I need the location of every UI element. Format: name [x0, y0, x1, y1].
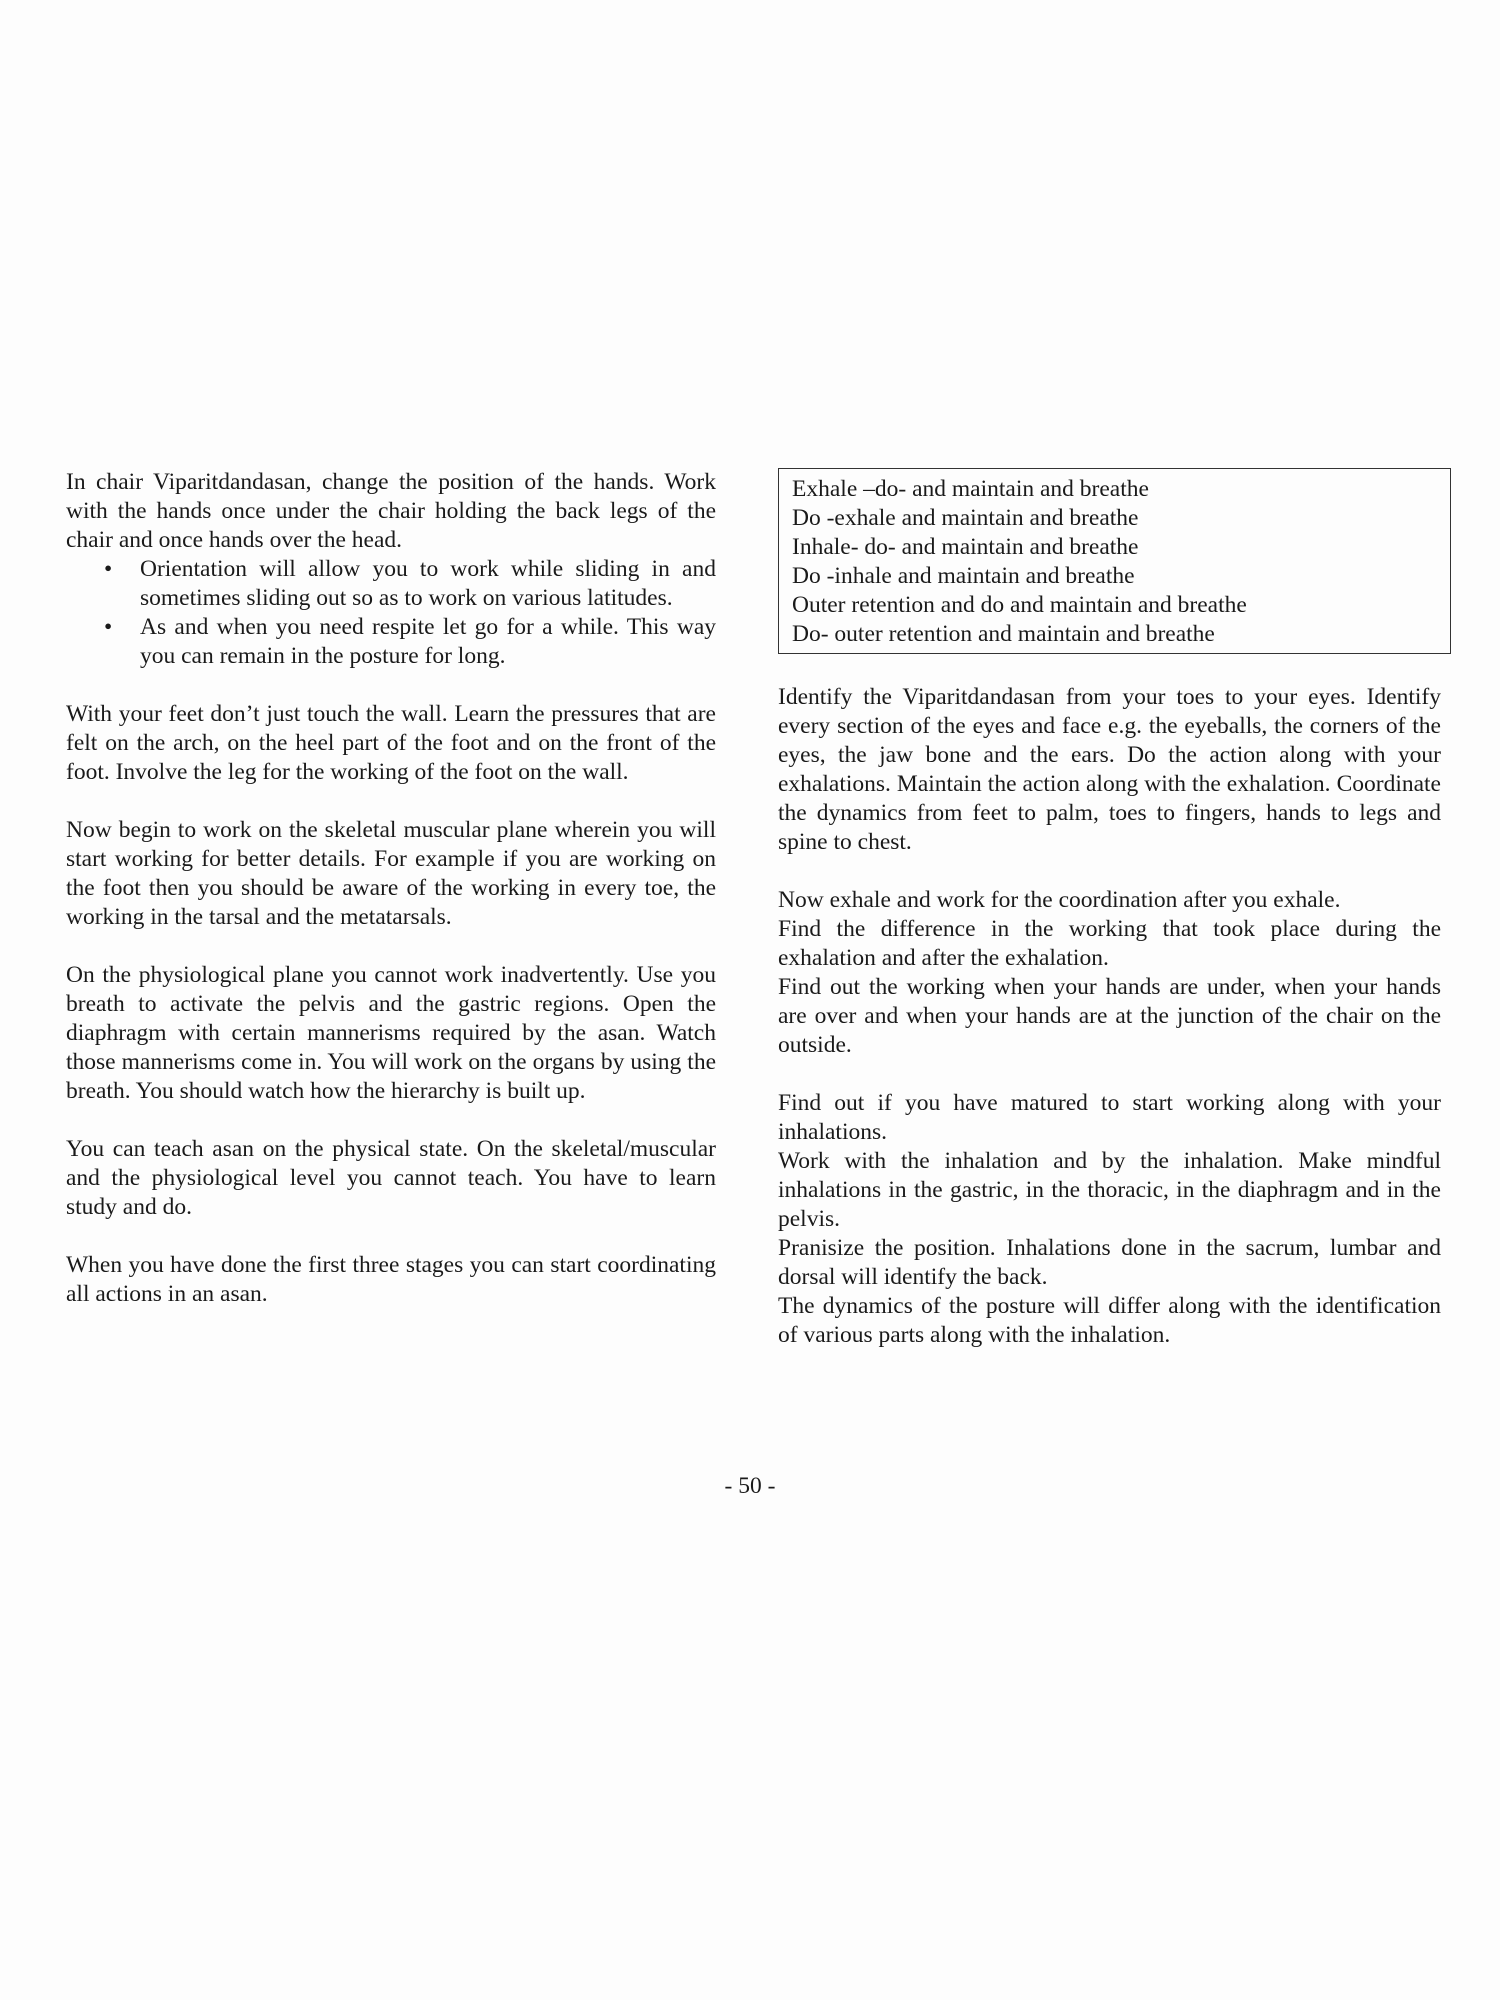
- paragraph: Pranisize the position. Inhalations done in the sacrum, lumbar and dorsal will identify the back.: [778, 1235, 1441, 1290]
- box-line: Inhale- do- and maintain and breathe: [792, 534, 1139, 560]
- paragraph: You can teach asan on the physical state. On the skeletal/muscular and the physiological level you cannot teach. You have to learn study and do.: [66, 1136, 716, 1220]
- paragraph: Identify the Viparitdandasan from your toes to your eyes. Identify every section of the eyes and face e.g. the eyeballs, the corners of the eyes, the jaw bone and the ears. Do the action along with your exhalations. Maintain the action along with the exhalation. Coordinate the dynamics from feet to palm, toes to fingers, hands to legs and spine to chest.: [778, 684, 1441, 855]
- page-number: - 50 -: [724, 1473, 776, 1499]
- paragraph: The dynamics of the posture will differ along with the identification of various parts along with the inhalation.: [778, 1293, 1441, 1348]
- left-column: [66, 468, 716, 1309]
- paragraph: In chair Viparitdandasan, change the position of the hands. Work with the hands once under the chair holding the back legs of the chair and once hands over the head.: [66, 469, 716, 553]
- bullet-list: [66, 555, 716, 671]
- box-line: Exhale –do- and maintain and breathe: [792, 476, 1149, 502]
- box-line: Do -inhale and maintain and breathe: [792, 563, 1135, 589]
- bullet-icon: •: [104, 556, 113, 582]
- paragraph: On the physiological plane you cannot work inadvertently. Use you breath to activate the pelvis and the gastric regions. Open the diaphragm with certain mannerisms required by the asan. Watch those mannerisms come in. You will work on the organs by using the breath. You should watch how the hierarchy is built up.: [66, 962, 716, 1104]
- bullet-text: Orientation will allow you to work while sliding in and sometimes sliding out so as to work on various latitudes.: [140, 556, 716, 611]
- box-line: Do -exhale and maintain and breathe: [792, 505, 1139, 531]
- bullet-item: [104, 555, 716, 613]
- paragraph: When you have done the first three stages you can start coordinating all actions in an asan.: [66, 1252, 716, 1307]
- box-line: Do- outer retention and maintain and breathe: [792, 621, 1215, 647]
- bullet-text: As and when you need respite let go for a while. This way you can remain in the posture for long.: [140, 614, 716, 669]
- bullet-item: [104, 613, 716, 671]
- box-line: Outer retention and do and maintain and breathe: [792, 592, 1247, 618]
- paragraph: Now exhale and work for the coordination after you exhale.: [778, 887, 1341, 913]
- paragraph: Find out the working when your hands are under, when your hands are over and when your hands are at the junction of the chair on the outside.: [778, 974, 1441, 1058]
- bullet-icon: •: [104, 614, 113, 640]
- right-column: [778, 468, 1441, 1350]
- paragraph: Work with the inhalation and by the inhalation. Make mindful inhalations in the gastric, in the thoracic, in the diaphragm and in the pelvis.: [778, 1148, 1441, 1232]
- paragraph: Now begin to work on the skeletal muscular plane wherein you will start working for better details. For example if you are working on the foot then you should be aware of the working in every toe, the working in the tarsal and the metatarsals.: [66, 817, 716, 930]
- breathing-sequence-box: [778, 468, 1451, 654]
- paragraph: Find the difference in the working that took place during the exhalation and after the exhalation.: [778, 916, 1441, 971]
- paragraph: With your feet don’t just touch the wall. Learn the pressures that are felt on the arch, on the heel part of the foot and on the front of the foot. Involve the leg for the working of the foot on the wall.: [66, 701, 716, 785]
- paragraph: Find out if you have matured to start working along with your inhalations.: [778, 1090, 1441, 1145]
